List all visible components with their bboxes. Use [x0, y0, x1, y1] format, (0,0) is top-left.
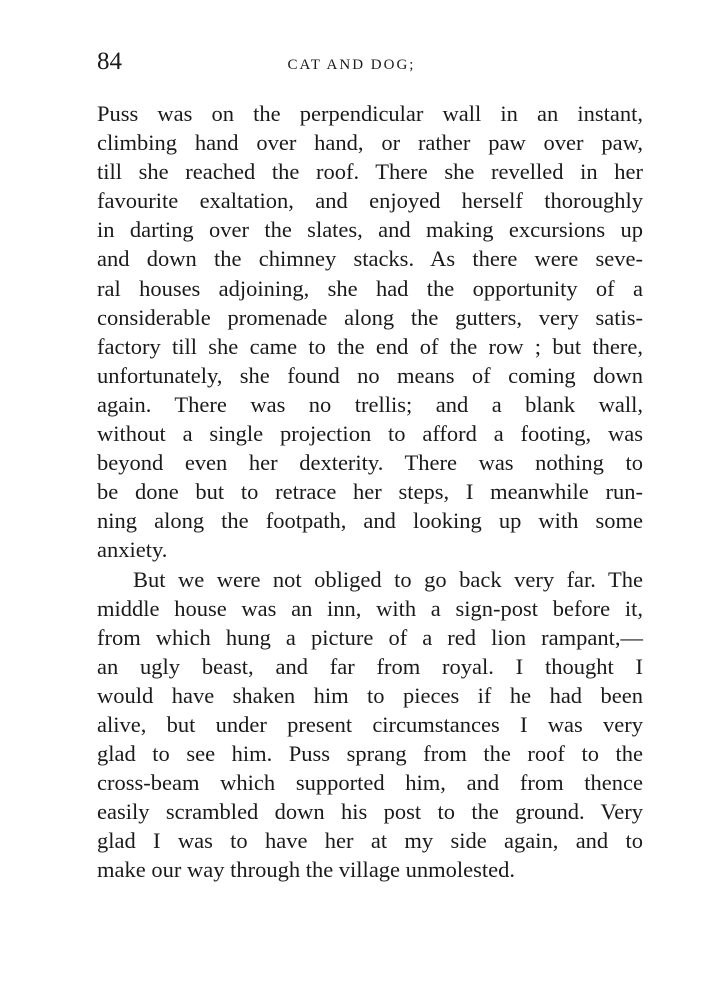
text-line: favourite exaltation, and enjoyed herself thoroughly — [97, 188, 643, 214]
text-line: But we were not obliged to go back very far. The — [133, 566, 643, 592]
text-line: would have shaken him to pieces if he had been — [97, 682, 643, 708]
text-line: easily scrambled down his post to the ground. Very — [97, 799, 643, 825]
page-number: 84 — [97, 48, 122, 75]
text-line: cross-beam which supported him, and from thence — [97, 770, 643, 796]
text-line: considerable promenade along the gutters, very satis- — [97, 304, 643, 330]
text-line: till she reached the roof. There she revelled in her — [97, 159, 643, 185]
text-line: beyond even her dexterity. There was nothing to — [97, 450, 643, 476]
paragraph-1 — [97, 99, 643, 565]
running-head: CAT AND DOG; — [287, 57, 416, 73]
text-line: without a single projection to afford a footing, was — [97, 421, 643, 447]
body-text — [97, 99, 643, 885]
text-line: unfortunately, she found no means of coming down — [97, 362, 643, 388]
text-line: alive, but under present circumstances I was very — [97, 711, 643, 737]
text-line: from which hung a picture of a red lion rampant,— — [97, 624, 643, 650]
text-line: make our way through the village unmolested. — [97, 857, 516, 883]
text-line: Puss was on the perpendicular wall in an instant, — [97, 101, 643, 126]
text-line: glad to see him. Puss sprang from the roof to the — [97, 741, 643, 767]
text-line: and down the chimney stacks. As there were seve- — [97, 246, 643, 272]
text-line: factory till she came to the end of the row ; but there, — [97, 333, 643, 359]
text-line: climbing hand over hand, or rather paw over paw, — [97, 130, 643, 156]
text-line: anxiety. — [97, 537, 168, 563]
text-line: ral houses adjoining, she had the opportunity of a — [97, 275, 643, 301]
text-line: again. There was no trellis; and a blank wall, — [97, 391, 643, 417]
text-line: be done but to retrace her steps, I meanwhile run- — [97, 479, 643, 505]
paragraph-2 — [97, 565, 643, 885]
text-line: middle house was an inn, with a sign-post before it, — [97, 595, 643, 621]
text-line: in darting over the slates, and making excursions up — [97, 217, 643, 243]
text-line: glad I was to have her at my side again, and to — [97, 828, 643, 854]
text-line: an ugly beast, and far from royal. I thought I — [97, 653, 643, 679]
text-line: ning along the footpath, and looking up with some — [97, 508, 643, 534]
